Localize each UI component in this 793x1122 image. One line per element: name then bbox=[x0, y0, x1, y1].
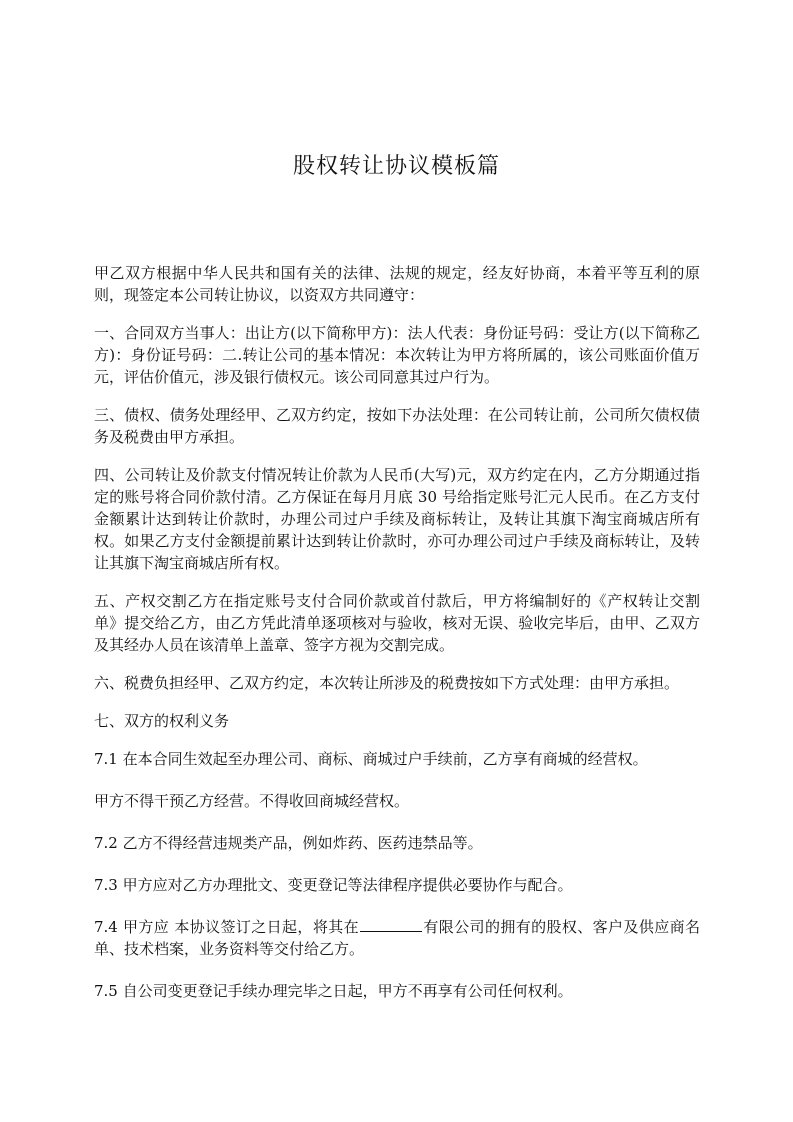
paragraph-taxes: 六、税费负担经甲、乙双方约定，本次转让所涉及的税费按如下方式处理：由甲方承担。 bbox=[94, 674, 680, 692]
clause-7-4-text-after: 有限公司的拥有的股权、客户及供应商名单、技术档案，业务资料等交付给乙方。 bbox=[94, 918, 700, 958]
company-name-blank bbox=[360, 916, 422, 932]
paragraph-payment: 四、公司转让及价款支付情况转让价款为人民币(大写)元，双方约定在内，乙方分期通过指定的账号将合同价款付清。乙方保证在每月月底 30 号给指定账号汇元人民币。在乙方支付金额累计达到转让价款时，办理公司过户手续及商标转让，及转让其旗下淘宝商城店所有权。如果乙方支付金额提前累计达到转让价款时，亦可办理公司过户手续及商标转让，及转让其旗下淘宝商城店所有权。 bbox=[94, 466, 700, 572]
paragraph-debts: 三、债权、债务处理经甲、乙双方约定，按如下办法处理：在公司转让前，公司所欠债权债务及税费由甲方承担。 bbox=[94, 406, 700, 446]
clause-7-2: 7.2 乙方不得经营违规类产品，例如炸药、医药违禁品等。 bbox=[94, 834, 483, 852]
paragraph-parties: 一、合同双方当事人：出让方(以下简称甲方)：法人代表：身份证号码：受让方(以下简称乙方)：身份证号码：二.转让公司的基本情况：本次转让为甲方将所属的，该公司账面价值万元，评估价值元，涉及银行债权元。该公司同意其过户行为。 bbox=[94, 324, 700, 386]
clause-7-1-continued: 甲方不得干预乙方经营。不得收回商城经营权。 bbox=[94, 792, 410, 810]
clause-7-3: 7.3 甲方应对乙方办理批文、变更登记等法律程序提供必要协作与配合。 bbox=[94, 876, 573, 894]
section-heading-rights: 七、双方的权利义务 bbox=[94, 712, 230, 730]
clause-7-4 bbox=[94, 916, 700, 960]
clause-7-4-text-before: 7.4 甲方应 本协议签订之日起，将其在 bbox=[94, 918, 359, 936]
paragraph-preamble: 甲乙双方根据中华人民共和国有关的法律、法规的规定，经友好协商，本着平等互利的原则，现签定本公司转让协议，以资双方共同遵守： bbox=[94, 264, 700, 304]
clause-7-5: 7.5 自公司变更登记手续办理完毕之日起，甲方不再享有公司任何权利。 bbox=[94, 982, 573, 1000]
clause-7-1: 7.1 在本合同生效起至办理公司、商标、商城过户手续前，乙方享有商城的经营权。 bbox=[94, 750, 648, 768]
document-body bbox=[94, 262, 700, 1018]
paragraph-delivery: 五、产权交割乙方在指定账号支付合同价款或首付款后，甲方将编制好的《产权转让交割单》提交给乙方，由乙方凭此清单逐项核对与验收，核对无误、验收完毕后，由甲、乙双方及其经办人员在该清单上盖章、签字方视为交割完成。 bbox=[94, 592, 700, 654]
document-title: 股权转让协议模板篇 bbox=[292, 153, 500, 179]
